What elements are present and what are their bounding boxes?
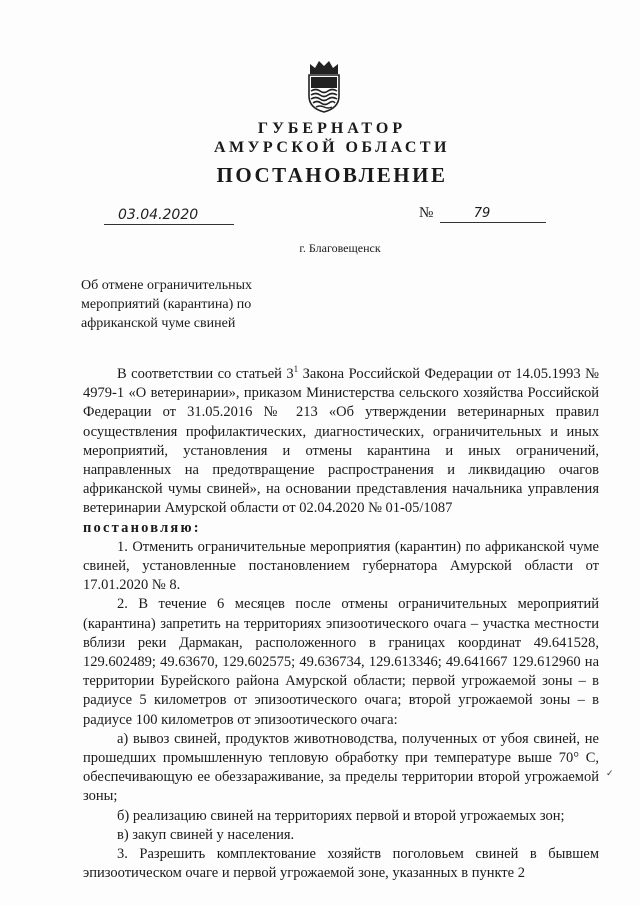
header-title-line1: ГУБЕРНАТОР <box>257 120 407 137</box>
document-type-title: ПОСТАНОВЛЕНИЕ <box>216 163 448 187</box>
header-title-line2: АМУРСКОЙ ОБЛАСТИ <box>214 139 450 156</box>
coat-of-arms-emblem <box>304 58 344 114</box>
item-2: 2. В течение 6 месяцев после отмены ограничительных мероприятий (карантина) запретить на территориях эпизоотического очага – участка местности вблизи реки Дармакан, расположенного в границах координат 49.641528, 129.602489; 49.63670, 129.602575; 49.636734, 129.613346; 49.641667 129.612960 на территории Бурейского района Амурской области; первой угрожаемой зоны – в радиусе 5 километров от эпизоотического очага; второй угрожаемой зоны – в радиусе 100 километров от эпизоотического очага: <box>83 596 599 728</box>
item-3: 3. Разрешить комплектование хозяйств поголовьем свиней в бывшем эпизоотическом очаге и первой угрожаемой зоне, указанных в пункте 2 <box>83 846 599 882</box>
margin-mark: ✓ <box>606 768 614 778</box>
decree-word: постановляю: <box>83 519 201 536</box>
item-2c: в) закуп свиней у населения. <box>117 826 295 843</box>
document-number: 79 <box>440 205 546 223</box>
document-body <box>83 365 599 883</box>
item-2b: б) реализацию свиней на территориях первой и второй угрожаемых зон; <box>117 807 565 824</box>
item-2a: а) вывоз свиней, продуктов животноводства, полученных от убоя свиней, не прошедших промышленную тепловую обработку при температуре выше 70° С, обеспечивающую ее обеззараживание, за пределы территории второй угрожаемой зоны; <box>83 730 599 805</box>
preamble-paragraph <box>83 365 599 519</box>
preamble-text-rest: Закона Российской Федерации от 14.05.1993 № 4979-1 «О ветеринарии», приказом Министерства сельского хозяйства Российской Федерации от 31.05.2016 № 213 «Об утверждении ветеринарных правил осуществления профилактических, диагностических, ограничительных и иных мероприятий, установления и отмены карантина и иных ограничений, направленных на предотвращение распространения и ликвидацию очагов африканской чумы свиней», на основании представления начальника управления ветеринарии Амурской области от 02.04.2020 № 01-05/1087 <box>83 366 599 517</box>
preamble-text-start: В соответствии со статьей 3 <box>117 366 294 382</box>
document-date: 03.04.2020 <box>104 206 234 225</box>
city-name: г. Благовещенск <box>299 241 381 255</box>
number-label: № <box>419 205 434 221</box>
document-subject: Об отмене ограничительных мероприятий (карантина) по африканской чуме свиней <box>81 278 253 331</box>
item-1: 1. Отменить ограничительные мероприятия (карантин) по африканской чуме свиней, установленные постановлением губернатора Амурской области от 17.01.2020 № 8. <box>83 538 599 594</box>
preamble-superscript: 1 <box>293 364 299 375</box>
